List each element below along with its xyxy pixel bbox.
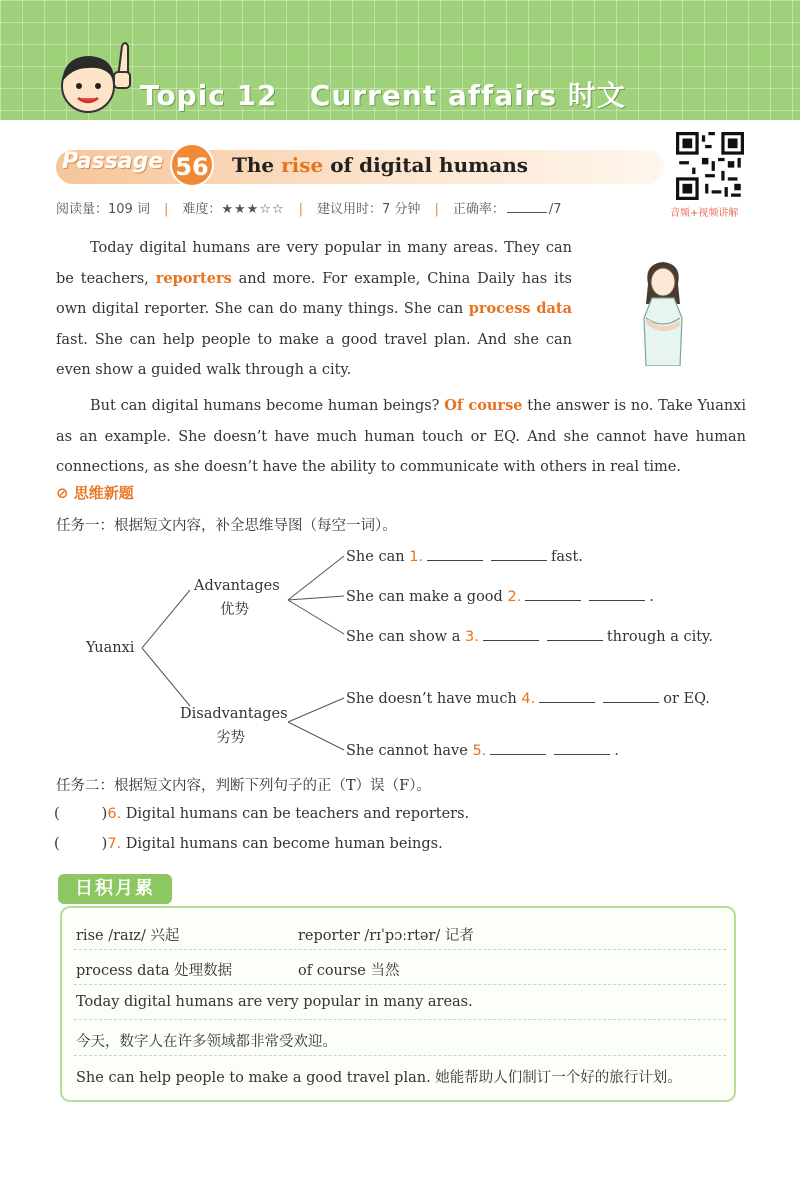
accuracy-label: 正确率： [452,202,505,217]
vocab-divider [74,1019,726,1020]
branch-text: through a city. [606,629,713,645]
answer-paren[interactable]: ) [101,836,108,852]
qr-label: 音频+视频讲解 [670,208,739,219]
item-number: 6. [107,806,122,822]
vocab-item: process data 处理数据 [76,963,233,979]
divider: | [434,202,439,217]
accuracy-total: /7 [548,202,562,217]
title-highlight: rise [281,153,324,177]
difficulty-stars: ★★★☆☆ [221,202,285,217]
difficulty-label: 难度： [182,202,222,217]
vocab-label: 日积月累 [58,874,172,904]
disadvantages-label: Disadvantages [180,706,288,722]
item-text: Digital humans can be teachers and reporters. [121,806,470,822]
answer-blank[interactable] [603,690,659,703]
item-number: 7. [107,836,122,852]
vocab-divider [74,1055,726,1056]
branch-text: fast. [551,549,583,565]
blank-number: 5. [472,743,487,759]
branch-text: She doesn’t have much [346,691,522,707]
title-part: of digital humans [323,153,529,177]
mind-map-root: Yuanxi [86,640,135,656]
branch-text: She cannot have [346,743,473,759]
vocab-item: rise /raɪz/ 兴起 [76,928,180,944]
vocab-row-2 [76,959,232,980]
vocab-row-5: She can help people to make a good travel plan. 她能帮助人们制订一个好的旅行计划。 [76,1070,682,1086]
accuracy-blank[interactable] [507,202,547,213]
answer-blank[interactable] [554,742,610,755]
keyword-highlight: process data [468,300,572,317]
answer-blank[interactable] [483,628,539,641]
answer-paren[interactable]: ( [54,806,60,822]
answer-blank[interactable] [491,548,547,561]
advantages-cn-label: 优势 [220,602,249,618]
vocab-row-1-b [298,924,474,945]
branch-text: or EQ. [663,691,710,707]
vocab-row-1 [76,924,179,945]
qr-code-icon[interactable] [676,132,744,200]
passage-number-badge: 56 [170,143,214,187]
branch-text: . [614,743,619,759]
section-title-text: 思维新题 [73,484,134,502]
article-text: and more. For example, China Daily has its own digital reporter. She can do many things. She can [56,270,572,317]
passage-title [232,153,528,177]
answer-paren[interactable]: ) [101,806,108,822]
mind-map-branch-1 [346,548,583,565]
branch-text: . [649,589,654,605]
mind-map-branch-5 [346,742,619,759]
divider: | [163,202,169,217]
keyword-highlight: Of course [444,397,523,414]
article-text: fast. She can help people to make a good travel plan. And she can even show a guided walk through a city. [56,331,572,378]
suggested-time: 建议用时：7 分钟 [317,202,421,217]
vocab-row-3: Today digital humans are very popular in many areas. [76,994,473,1010]
title-part: The [232,153,282,177]
topic-number: Topic 12 [140,79,278,112]
answer-blank[interactable] [539,690,595,703]
digital-human-girl-icon [630,258,696,366]
branch-text: She can make a good [346,589,508,605]
vocab-item: of course 当然 [298,963,400,979]
answer-blank[interactable] [490,742,546,755]
answer-paren[interactable]: ( [54,836,60,852]
blank-number: 1. [409,549,424,565]
topic-name: Current affairs 时文 [309,79,626,112]
blank-number: 2. [507,589,522,605]
mind-map-branch-2 [346,588,654,605]
vocab-row-2-b [298,959,399,980]
article-text: But can digital humans become human beings? [90,398,445,414]
article-text: the answer is no. Take Yuanxi as an example. She doesn’t have much human touch or EQ. And she cannot have human connections, as she doesn’t have the ability to communicate with others in real time. [56,398,746,475]
vocab-row-4: 今天，数字人在许多领域都非常受欢迎。 [76,1034,337,1050]
mind-map-branch-3 [346,628,713,645]
mind-map [0,530,800,780]
vocab-divider [74,949,726,950]
topic-title [140,74,626,114]
keyword-highlight: reporters [155,269,232,287]
task-2-instruction: 任务二：根据短文内容，判断下列句子的正（T）误（F）。 [56,778,431,794]
article-paragraph-1 [56,233,572,386]
passage-label: Passage [62,149,164,174]
answer-blank[interactable] [547,628,603,641]
disadvantages-cn-label: 劣势 [216,730,245,746]
blank-number: 4. [521,691,536,707]
branch-text: She can [346,549,410,565]
mind-map-branch-4 [346,690,710,707]
article-text: Today digital humans are very popular in many areas. They can be teachers, [56,240,572,287]
answer-blank[interactable] [589,588,645,601]
true-false-item-6 [54,806,469,822]
cartoon-boy-icon [48,38,138,120]
task-1-instruction: 任务一：根据短文内容，补全思维导图（每空一词）。 [56,518,397,534]
advantages-label: Advantages [194,578,280,594]
answer-blank[interactable] [427,548,483,561]
item-text: Digital humans can become human beings. [121,836,443,852]
answer-blank[interactable] [525,588,581,601]
vocab-item: reporter /rɪˈpɔːrtər/ 记者 [298,928,474,944]
branch-text: She can show a [346,629,465,645]
reading-meta [56,198,562,217]
vocab-divider [74,984,726,985]
article-paragraph-2 [56,391,746,483]
true-false-item-7 [54,836,443,852]
divider: | [298,202,304,217]
exercise-section-title: ⊘ 思维新题 [56,484,134,502]
word-count: 阅读量：109 词 [56,202,150,217]
blank-number: 3. [464,629,479,645]
